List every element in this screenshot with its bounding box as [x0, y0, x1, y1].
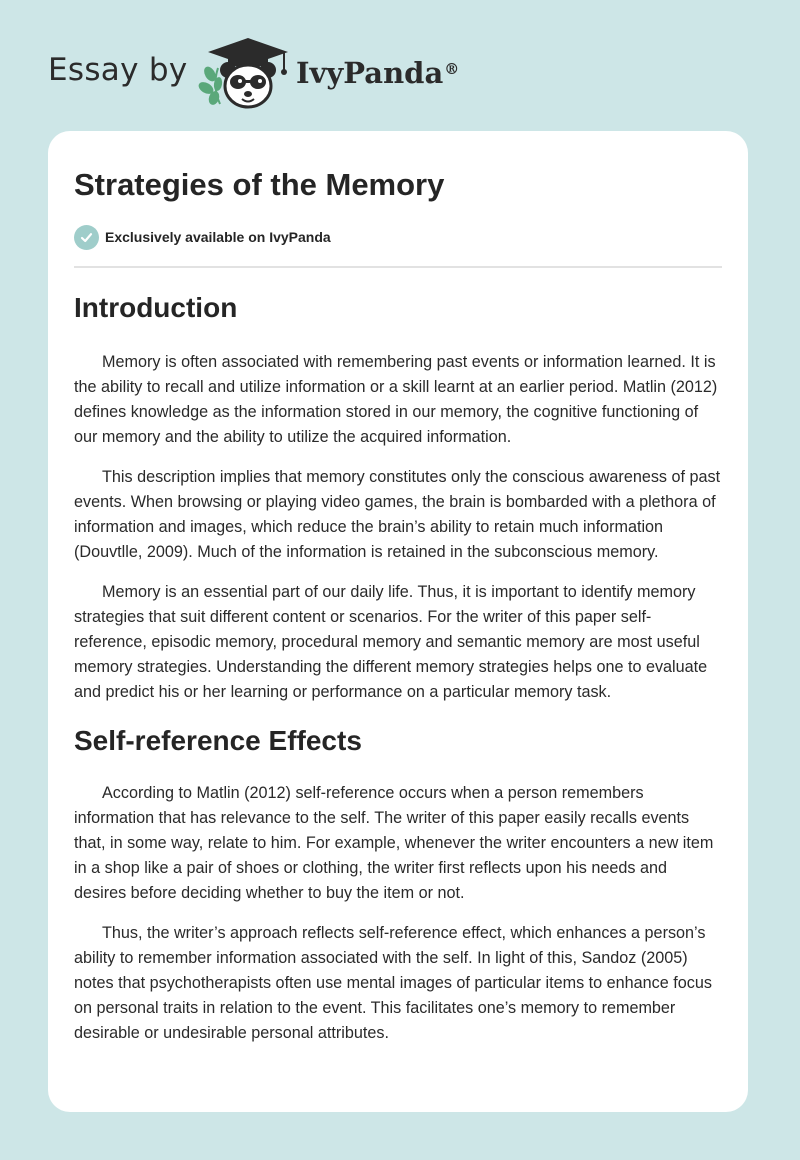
essay-title: Strategies of the Memory	[74, 167, 445, 202]
registered-mark: ®	[444, 60, 460, 78]
exclusive-badge	[74, 223, 722, 251]
essay-card	[48, 131, 748, 1112]
title-divider	[74, 266, 722, 268]
paragraph: This description implies that memory constitutes only the conscious awareness of past events. When browsing or playing video games, the brain is bombarded with a plethora of information and images, which reduce the brain’s ability to retain much information (Douvtlle, 2009). Much of the information is retained in the subconscious memory.	[74, 468, 721, 561]
paragraph: Memory is often associated with remembering past events or information learned. It is the ability to recall and utilize information or a skill learnt at an earlier period. Matlin (2012) defines knowledge as the information stored in our memory, the cognitive functioning of our memory and the ability to utilize the acquired information.	[74, 353, 718, 446]
paragraph: According to Matlin (2012) self-reference occurs when a person remembers information that has relevance to the self. The writer of this paper easily recalls events that, in some way, relate to him. For example, whenever the writer encounters a new item in a shop like a pair of shoes or clothing, the writer first reflects upon his needs and desires before deciding whether to buy the item or not.	[74, 784, 714, 902]
section-heading: Introduction	[74, 292, 238, 323]
section-self-reference-effects	[74, 723, 722, 1046]
paragraph: Memory is an essential part of our daily life. Thus, it is important to identify memory strategies that suit different content or scenarios. For the writer of this paper self-reference, episodic memory, procedural memory and semantic memory are most useful memory strategies. Understanding the different memory strategies helps one to evaluate and predict his or her learning or performance on a particular memory task.	[74, 583, 708, 701]
essay-by-label: Essay by	[48, 52, 188, 88]
brand-name[interactable]: IvyPanda®	[296, 56, 460, 90]
exclusive-badge-label: Exclusively available on IvyPanda	[105, 229, 331, 245]
checkmark-icon	[74, 225, 99, 250]
section-introduction	[74, 290, 722, 705]
panda-graduate-icon	[198, 34, 292, 110]
paragraph: Thus, the writer’s approach reflects self-reference effect, which enhances a person’s ability to remember information associated with the self. In light of this, Sandoz (2005) notes that psychotherapists often use mental images of particular items to enhance focus on personal traits in relation to the event. This facilitates one’s memory to remember desirable or undesirable personal attributes.	[74, 924, 712, 1042]
site-header	[0, 0, 800, 130]
section-heading: Self-reference Effects	[74, 725, 362, 756]
